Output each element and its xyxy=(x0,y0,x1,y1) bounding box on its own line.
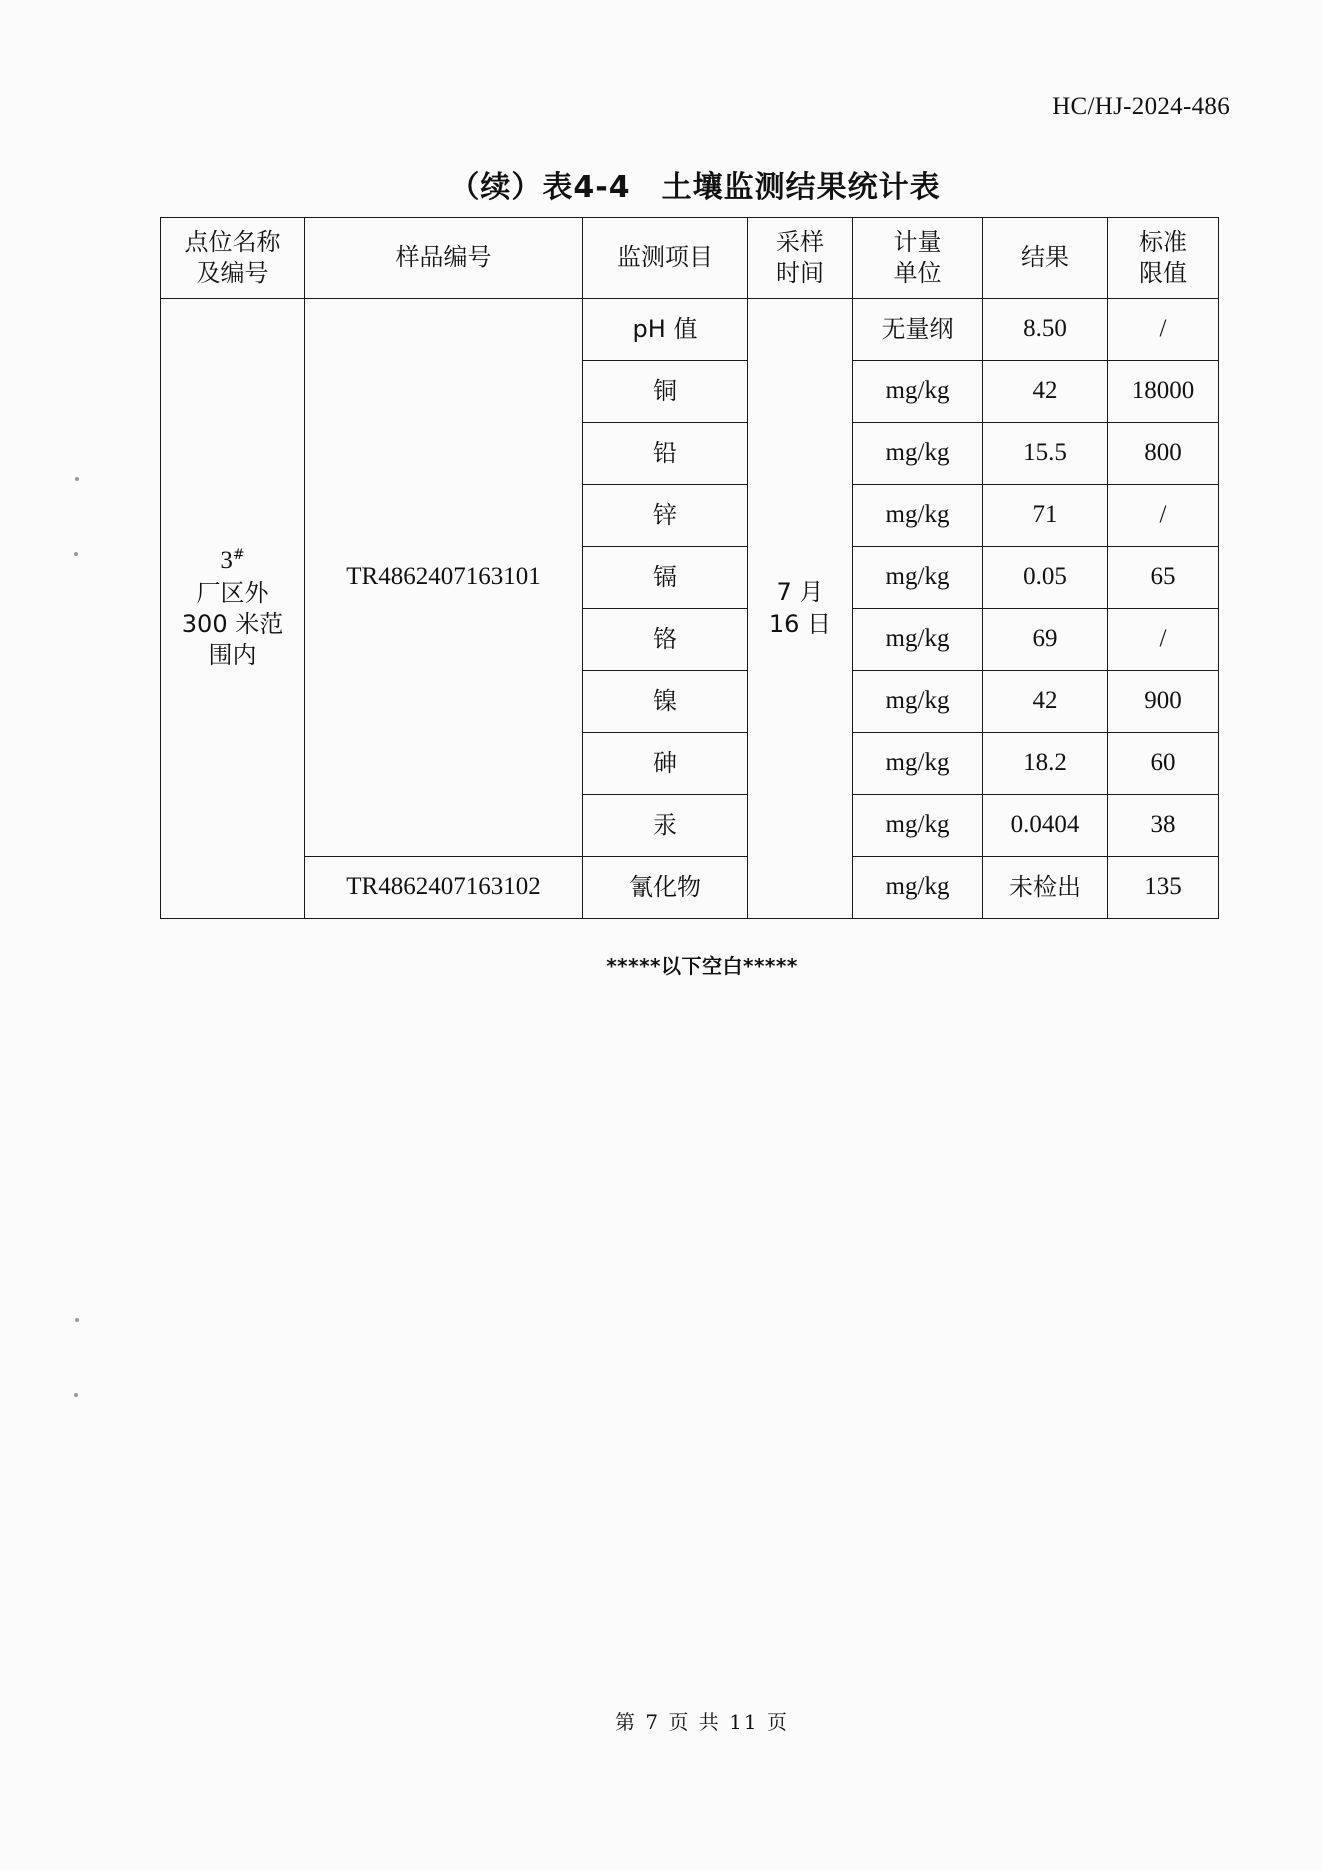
item-cell: 镍 xyxy=(583,671,748,733)
header-unit xyxy=(853,218,983,299)
result-cell: 8.50 xyxy=(983,299,1108,361)
sample-no-1: TR4862407163101 xyxy=(305,299,583,857)
unit-cell: mg/kg xyxy=(853,609,983,671)
point-number xyxy=(161,545,304,578)
header-item: 监测项目 xyxy=(583,218,748,299)
table-title: （续）表4-4 土壤监测结果统计表 xyxy=(449,170,941,205)
limit-cell: 18000 xyxy=(1108,361,1219,423)
scan-speck xyxy=(74,552,78,556)
header-time-line-1: 采样 xyxy=(776,227,824,256)
table-header-row xyxy=(161,218,1219,299)
limit-cell: / xyxy=(1108,299,1219,361)
scan-speck xyxy=(75,1318,79,1322)
point-number-mark: # xyxy=(232,547,245,564)
limit-cell: 65 xyxy=(1108,547,1219,609)
scan-speck xyxy=(75,477,79,481)
unit-cell: mg/kg xyxy=(853,361,983,423)
header-point-line-1: 点位名称 xyxy=(184,227,281,256)
point-number-value: 3 xyxy=(220,547,233,575)
limit-cell: / xyxy=(1108,485,1219,547)
limit-cell: 900 xyxy=(1108,671,1219,733)
point-line-2: 300 米范 xyxy=(181,610,284,639)
unit-cell: mg/kg xyxy=(853,795,983,857)
item-cell: 锌 xyxy=(583,485,748,547)
item-cell: 铜 xyxy=(583,361,748,423)
limit-cell: / xyxy=(1108,609,1219,671)
report-code: HC/HJ-2024-486 xyxy=(1052,93,1230,120)
result-cell: 0.05 xyxy=(983,547,1108,609)
point-line-3: 围内 xyxy=(208,641,257,670)
limit-cell: 60 xyxy=(1108,733,1219,795)
header-limit xyxy=(1108,218,1219,299)
item-cell: 砷 xyxy=(583,733,748,795)
header-limit-line-2: 限值 xyxy=(1139,259,1187,287)
unit-cell: mg/kg xyxy=(853,857,983,919)
limit-cell: 800 xyxy=(1108,423,1219,485)
header-time-line-2: 时间 xyxy=(776,259,824,287)
item-cell: pH 值 xyxy=(583,299,748,361)
result-cell: 69 xyxy=(983,609,1108,671)
soil-results-table xyxy=(160,217,1219,919)
header-point xyxy=(161,218,305,299)
header-sample-no: 样品编号 xyxy=(305,218,583,299)
header-result: 结果 xyxy=(983,218,1108,299)
header-unit-line-2: 单位 xyxy=(893,259,942,287)
limit-cell: 135 xyxy=(1108,857,1219,919)
unit-cell: mg/kg xyxy=(853,733,983,795)
header-point-line-2: 及编号 xyxy=(196,259,269,287)
sampling-time-line-2: 16 日 xyxy=(768,609,832,638)
sample-no-2: TR4862407163102 xyxy=(305,857,583,919)
page-number: 第 7 页 共 11 页 xyxy=(615,1710,789,1734)
unit-cell: 无量纲 xyxy=(853,299,983,361)
header-limit-line-1: 标准 xyxy=(1139,227,1187,256)
table-row xyxy=(161,299,1219,361)
unit-cell: mg/kg xyxy=(853,671,983,733)
unit-cell: mg/kg xyxy=(853,547,983,609)
result-cell: 18.2 xyxy=(983,733,1108,795)
point-cell xyxy=(161,299,305,919)
blank-note: *****以下空白***** xyxy=(606,954,798,978)
limit-cell: 38 xyxy=(1108,795,1219,857)
result-cell: 42 xyxy=(983,361,1108,423)
point-line-1: 厂区外 xyxy=(196,578,269,607)
item-cell: 铬 xyxy=(583,609,748,671)
item-cell: 铅 xyxy=(583,423,748,485)
result-cell: 0.0404 xyxy=(983,795,1108,857)
item-cell: 镉 xyxy=(583,547,748,609)
result-cell: 71 xyxy=(983,485,1108,547)
table-row xyxy=(161,857,1219,919)
item-cell: 氰化物 xyxy=(583,857,748,919)
result-cell: 未检出 xyxy=(983,857,1108,919)
result-cell: 42 xyxy=(983,671,1108,733)
header-time xyxy=(748,218,853,299)
unit-cell: mg/kg xyxy=(853,485,983,547)
sampling-time-line-1: 7 月 xyxy=(776,578,824,607)
scan-speck xyxy=(74,1393,78,1397)
item-cell: 汞 xyxy=(583,795,748,857)
sampling-time-cell xyxy=(748,299,853,919)
header-unit-line-1: 计量 xyxy=(893,227,942,256)
result-cell: 15.5 xyxy=(983,423,1108,485)
unit-cell: mg/kg xyxy=(853,423,983,485)
